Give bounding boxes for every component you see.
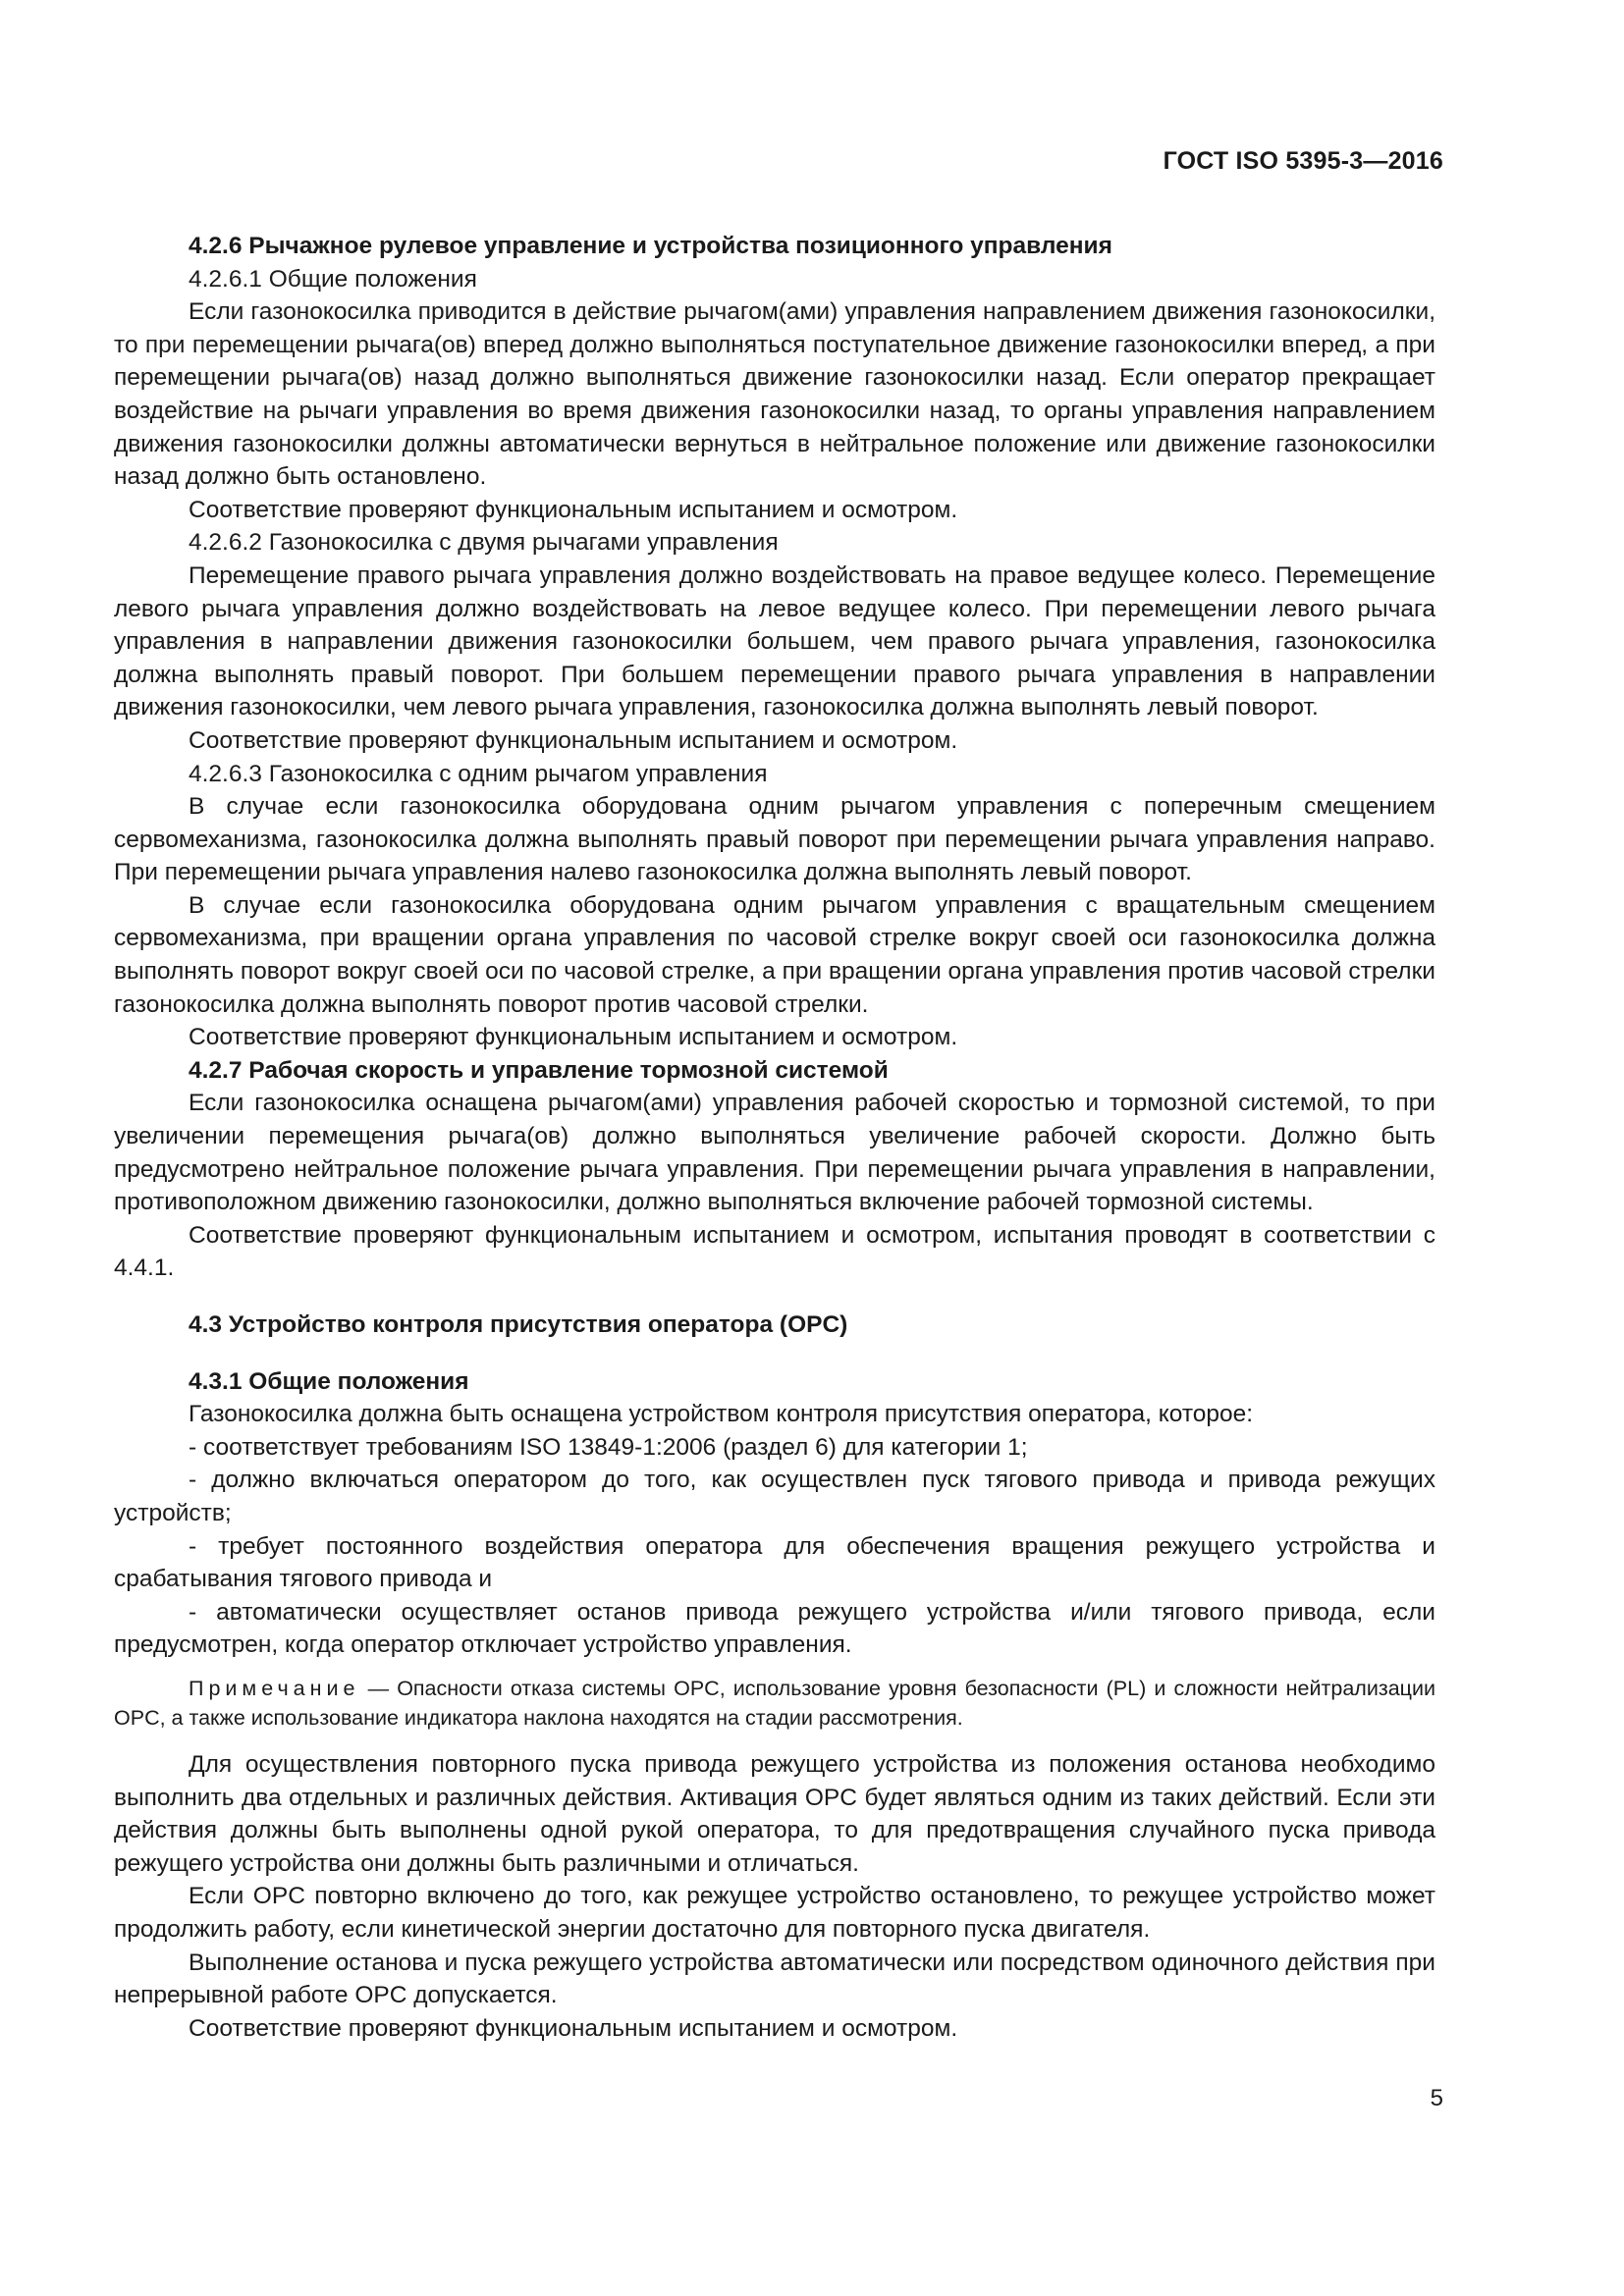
document-body <box>114 230 1435 2045</box>
heading-4-2-6-2: 4.2.6.2 Газонокосилка с двумя рычагами управления <box>189 529 779 557</box>
list-item: - должно включаться оператором до того, как осуществлен пуск тягового привода и привода режущих устройств; <box>114 1467 1435 1526</box>
paragraph: Соответствие проверяют функциональным испытанием и осмотром. <box>189 2014 958 2042</box>
heading-4-2-7: 4.2.7 Рабочая скорость и управление тормозной системой <box>189 1056 889 1084</box>
paragraph: Соответствие проверяют функциональным испытанием и осмотром. <box>189 496 958 523</box>
paragraph: Соответствие проверяют функциональным испытанием и осмотром. <box>189 1024 958 1051</box>
list-item: - автоматически осуществляет останов привода режущего устройства и/или тягового привода, если предусмотрен, когда оператор отключает устройство управления. <box>114 1598 1435 1659</box>
heading-4-3-1: 4.3.1 Общие положения <box>189 1367 469 1395</box>
document-code-header: ГОСТ ISO 5395-3—2016 <box>1163 147 1443 175</box>
paragraph: Если газонокосилка оснащена рычагом(ами) управления рабочей скоростью и тормозной системой, то при увеличении перемещения рычага(ов) должно выполняться увеличение рабочей скорости. Должно быть предусмотрено нейтральное положение рычага управления. При перемещении рычага управления в направлении, противоположном движению газонокосилки, должно выполняться включение рабочей тормозной системы. <box>114 1090 1435 1216</box>
paragraph: Для осуществления повторного пуска привода режущего устройства из положения останова необходимо выполнить два отдельных и различных действия. Активация OPC будет являться одним из таких действий. Если эти действия должны быть выполнены одной рукой оператора, то для предотвращения случайного пуска привода режущего устройства они должны быть различными и отличаться. <box>114 1750 1435 1877</box>
list-item: - требует постоянного воздействия оператора для обеспечения вращения режущего устройства и срабатывания тягового привода и <box>114 1532 1435 1593</box>
paragraph: Выполнение останова и пуска режущего устройства автоматически или посредством одиночного действия при непрерывной работе OPC допускается. <box>114 1949 1435 2009</box>
paragraph: Соответствие проверяют функциональным испытанием и осмотром, испытания проводят в соответствии с 4.4.1. <box>114 1221 1435 1282</box>
paragraph: Газонокосилка должна быть оснащена устройством контроля присутствия оператора, которое: <box>189 1401 1254 1428</box>
paragraph: В случае если газонокосилка оборудована одним рычагом управления с поперечным смещением сервомеханизма, газонокосилка должна выполнять правый поворот при перемещении рычага управления направо. При перемещении рычага управления налево газонокосилка должна выполнять левый поворот. <box>114 793 1435 886</box>
heading-4-2-6: 4.2.6 Рычажное рулевое управление и устройства позиционного управления <box>189 233 1112 259</box>
note <box>114 1674 1435 1733</box>
paragraph: Перемещение правого рычага управления должно воздействовать на правое ведущее колесо. Перемещение левого рычага управления должно воздействовать на левое ведущее колесо. При перемещении левого рычага управления в направлении движения газонокосилки большем, чем правого рычага управления, газонокосилка должна выполнять правый поворот. При большем перемещении правого рычага управления в направлении движения газонокосилки, чем левого рычага управления, газонокосилка должна выполнять левый поворот. <box>114 561 1435 721</box>
page-number: 5 <box>1430 2085 1443 2111</box>
paragraph: В случае если газонокосилка оборудована одним рычагом управления с вращательным смещением сервомеханизма, при вращении органа управления по часовой стрелке вокруг своей оси газонокосилка должна выполнять поворот вокруг своей оси по часовой стрелке, а при вращении органа управления против часовой стрелки газонокосилка должна выполнять поворот против часовой стрелки. <box>114 891 1435 1018</box>
heading-4-3: 4.3 Устройство контроля присутствия оператора (OPC) <box>189 1311 848 1338</box>
heading-4-2-6-3: 4.2.6.3 Газонокосилка с одним рычагом управления <box>189 760 768 787</box>
list-item: - соответствует требованиям ISO 13849-1:2006 (раздел 6) для категории 1; <box>189 1433 1028 1461</box>
paragraph: Если газонокосилка приводится в действие рычагом(ами) управления направлением движения газонокосилки, то при перемещении рычага(ов) вперед должно выполняться поступательное движение газонокосилки вперед, а при перемещении рычага(ов) назад должно выполняться движение газонокосилки назад. Если оператор прекращает воздействие на рычаги управления во время движения газонокосилки назад, то органы управления направлением движения газонокосилки должны автоматически вернуться в нейтральное положение или движение газонокосилки назад должно быть остановлено. <box>114 298 1435 491</box>
paragraph: Если OPC повторно включено до того, как режущее устройство остановлено, то режущее устройство может продолжить работу, если кинетической энергии достаточно для повторного пуска двигателя. <box>114 1883 1435 1943</box>
note-label: Примечание <box>189 1676 360 1700</box>
note-text: — Опасности отказа системы OPC, использование уровня безопасности (PL) и сложности нейтрализации OPC, а также использование индикатора наклона находятся на стадии рассмотрения. <box>114 1676 1435 1730</box>
heading-4-2-6-1: 4.2.6.1 Общие положения <box>189 265 477 293</box>
paragraph: Соответствие проверяют функциональным испытанием и осмотром. <box>189 726 958 754</box>
